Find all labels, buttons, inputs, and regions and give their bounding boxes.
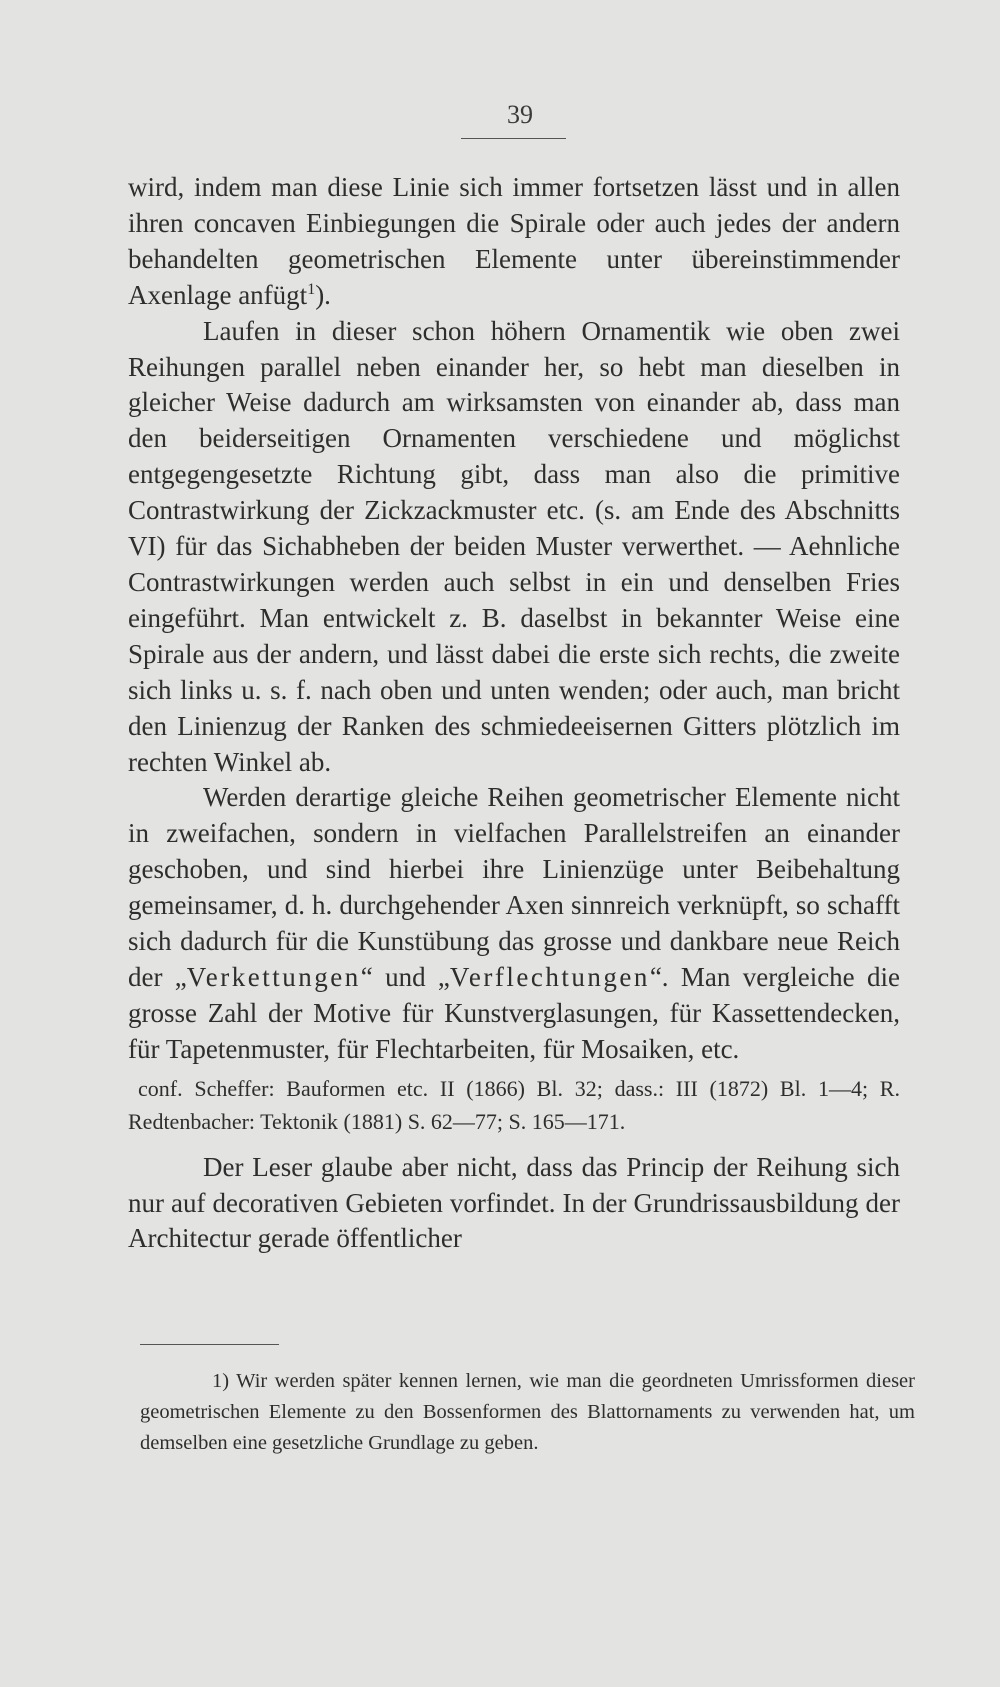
paragraph-text-end: ). [315, 279, 331, 310]
paragraph-contrast: Laufen in dieser schon höhern Ornamentik wie oben zwei Reihungen parallel neben einander her, so hebt man dieselben in gleicher Weise dadurch am wirksamsten von einander ab, dass man den beiderseitigen Ornamenten verschiedene und möglichst entgegengesetzte Richtung gibt, dass man also die primitive Contrastwirkung der Zickzackmuster etc. (s. am Ende des Abschnitts VI) für das Sichabheben der beiden Muster verwerthet. — Aehnliche Contrastwirkungen werden auch selbst in ein und denselben Fries eingeführt. Man entwickelt z. B. daselbst in bekannter Weise eine Spirale aus der andern, und lässt dabei die erste sich rechts, die zweite sich links u. s. f. nach oben und unten wenden; oder auch, man bricht den Linienzug der Ranken des schmiedeeisernen Gitters plötzlich im rechten Winkel ab. [128, 315, 900, 777]
footnote-reference: 1 [307, 280, 316, 298]
spaced-term: Verkettungen [186, 961, 361, 992]
footnote-separator [140, 1344, 279, 1345]
paragraph-continued [128, 170, 900, 314]
paragraph-verkettungen [128, 780, 900, 1067]
paragraph-text: “. Man vergleiche die grosse Zahl der Motive für Kunstverglasungen, für Kassettendecken, für Tapetenmuster, für Flechtarbeiten, für Mosaiken, etc. [128, 961, 900, 1064]
body-text [128, 170, 900, 1257]
footnote: 1) Wir werden später kennen lernen, wie man die geordneten Umrissformen dieser geometrischen Elemente zu den Bossenformen des Blattornaments zu verwenden hat, um demselben eine gesetzliche Grundlage zu geben. [140, 1370, 915, 1454]
spaced-term: Verflechtungen [449, 961, 650, 992]
paragraph-text: Werden derartige gleiche Reihen geometrischer Elemente nicht in zweifachen, sondern in vielfachen Parallelstreifen an einander geschoben, und sind hierbei ihre Linienzüge unter Beibehaltung gemeinsamer, d. h. durchgehender Axen sinnreich verknüpft, so schafft sich dadurch für die Kunstübung das grosse und dankbare neue Reich der „ [128, 782, 900, 992]
header-rule [461, 138, 566, 139]
paragraph-text: “ und „ [360, 961, 450, 992]
citation: conf. Scheffer: Bauformen etc. II (1866) Bl. 32; dass.: III (1872) Bl. 1—4; R. Redtenbacher: Tektonik (1881) S. 62—77; S. 165—171. [128, 1075, 900, 1134]
page-number: 39 [507, 100, 533, 129]
paragraph-text: wird, indem man diese Linie sich immer fortsetzen lässt und in allen ihren concaven Einbiegungen die Spirale oder auch jedes der andern behandelten geometrischen Elemente unter übereinstimmender Axenlage anfügt [128, 172, 900, 310]
paragraph-reihung: Der Leser glaube aber nicht, dass das Princip der Reihung sich nur auf decorativen Gebieten vorfindet. In der Grundrissausbildung der Architectur gerade öffentlicher [128, 1151, 900, 1254]
